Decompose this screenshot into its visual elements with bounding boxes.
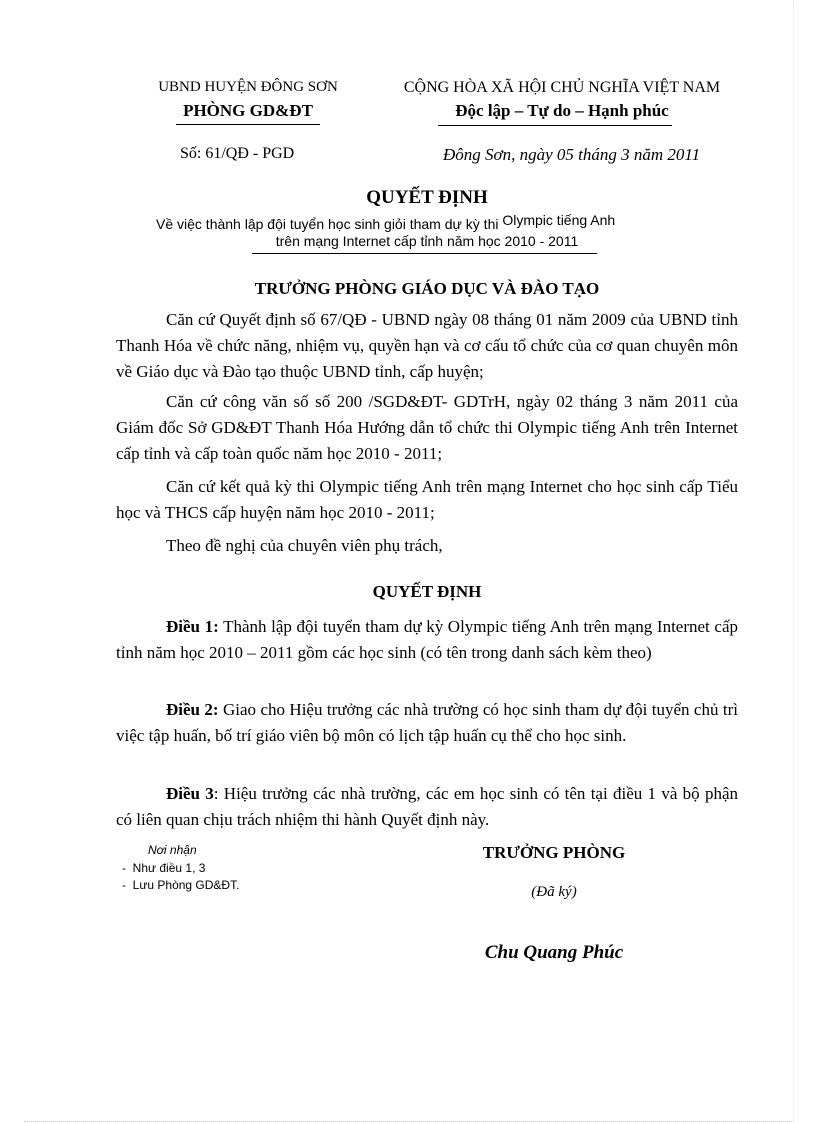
document-title: QUYẾT ĐỊNH [366, 187, 488, 208]
article-3 [116, 781, 738, 833]
country-name: CỘNG HÒA XÃ HỘI CHỦ NGHĨA VIỆT NAM [403, 79, 721, 96]
preamble-paragraph [116, 474, 738, 526]
article-label: Điều 3 [166, 784, 214, 803]
preamble-text: Căn cứ công văn số số 200 /SGD&ĐT- GDTrH, ngày 02 tháng 3 năm 2011 của Giám đốc Sở GD&ĐT Thanh Hóa Hướng dẫn tổ chức thi Olympic tiếng Anh trên Internet cấp tỉnh và cấp toàn quốc năm học 2010 - 2011; [116, 392, 738, 463]
subject-part2: Olympic tiếng Anh [502, 212, 616, 228]
bullet-dash: - [122, 878, 133, 892]
article-text: Thành lập đội tuyển tham dự kỳ Olympic tiếng Anh trên mạng Internet cấp tỉnh năm học 2010 – 2011 gồm các học sinh (có tên trong danh sách kèm theo) [116, 617, 738, 662]
preamble-paragraph [116, 307, 738, 385]
article-text: Giao cho Hiệu trưởng các nhà trường có học sinh tham dự đội tuyển chủ trì việc tập huấn, bố trí giáo viên bộ môn có lịch tập huấn cụ thể cho học sinh. [116, 700, 738, 745]
recipient-item: - Lưu Phòng GD&ĐT. [122, 878, 240, 892]
article-label: Điều 2: [166, 700, 219, 719]
signature-status: (Đã ký) [531, 884, 577, 900]
national-motto: Độc lập – Tự do – Hạnh phúc [455, 101, 669, 120]
preamble-paragraph [116, 533, 738, 559]
article-text: : Hiệu trưởng các nhà trường, các em học sinh có tên tại điều 1 và bộ phận có liên quan chịu trách nhiệm thi hành Quyết định này. [116, 784, 738, 829]
preamble-text: Căn cứ Quyết định số 67/QĐ - UBND ngày 08 tháng 01 năm 2009 của UBND tỉnh Thanh Hóa về chức năng, nhiệm vụ, quyền hạn và cơ cấu tổ chức của cơ quan chuyên môn về Giáo dục và Đào tạo thuộc UBND tỉnh, cấp huyện; [116, 310, 738, 381]
signature-title: TRƯỞNG PHÒNG [482, 843, 626, 862]
decision-heading: QUYẾT ĐỊNH [372, 582, 482, 601]
place-date: Đông Sơn, ngày 05 tháng 3 năm 2011 [443, 145, 701, 164]
subject-underline [252, 253, 597, 254]
recipients-heading: Nơi nhận [148, 843, 197, 857]
office-underline [176, 124, 320, 125]
article-2 [116, 697, 738, 749]
motto-underline [438, 125, 672, 126]
issuer-heading: TRƯỞNG PHÒNG GIÁO DỤC VÀ ĐÀO TẠO [254, 279, 600, 298]
preamble-text: Căn cứ kết quả kỳ thi Olympic tiếng Anh trên mạng Internet cho học sinh cấp Tiểu học và THCS cấp huyện năm học 2010 - 2011; [116, 477, 738, 522]
page-edge-bottom [24, 1121, 794, 1122]
document-subject-line1 [156, 212, 616, 232]
authority-name: UBND HUYỆN ĐÔNG SƠN [158, 79, 338, 95]
article-1 [116, 614, 738, 666]
recipient-item: - Như điều 1, 3 [122, 861, 206, 875]
office-name: PHÒNG GD&ĐT [183, 101, 313, 120]
document-subject-line2: trên mạng Internet cấp tỉnh năm học 2010 - 2011 [275, 233, 579, 249]
page-edge-right [793, 0, 794, 1122]
subject-part1: Về việc thành lập đội tuyển học sinh giỏi tham dự kỳ thi [156, 216, 499, 232]
preamble-text: Theo đề nghị của chuyên viên phụ trách, [166, 536, 443, 555]
document-number: Số: 61/QĐ - PGD [180, 145, 295, 162]
preamble-paragraph [116, 389, 738, 467]
article-label: Điều 1: [166, 617, 219, 636]
signer-name: Chu Quang Phúc [484, 942, 624, 963]
bullet-dash: - [122, 861, 133, 875]
